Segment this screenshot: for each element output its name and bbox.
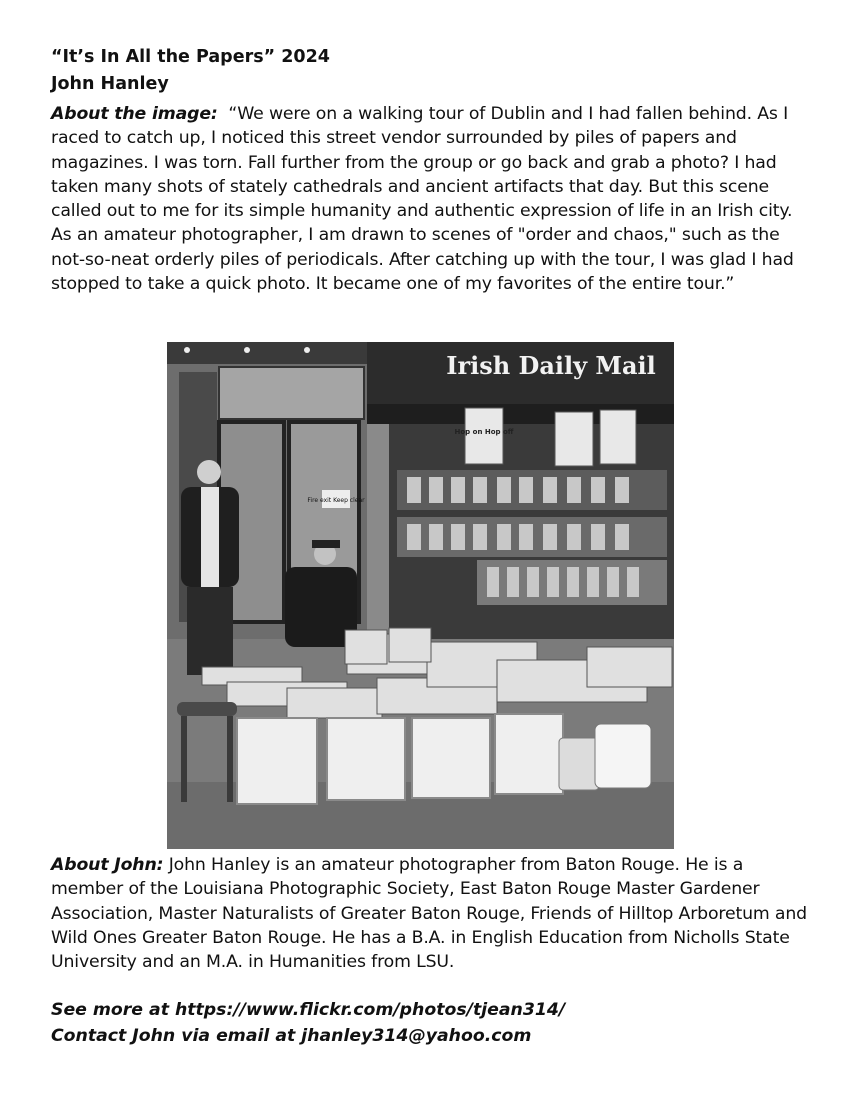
door-sign-text: Fire exit Keep clear [307, 497, 365, 504]
poster-text: Hop on Hop off [454, 428, 514, 436]
about-john-text: John Hanley is an amateur photographer from Baton Rouge. He is a member of the Louisiana Photographic Society, East Baton Rouge Master Gardener Association, Master Naturalists of Greater Baton Rouge, Friends of Hilltop Arboretum and Wild Ones Greater Baton Rouge. He has a B.A. in English Education from Nicholls State University and an M.A. in Humanities from LSU. [51, 855, 807, 973]
about-john-paragraph [51, 853, 811, 974]
about-image-text: “We were on a walking tour of Dublin and I had fallen behind. As I raced to catch up, I noticed this street vendor surrounded by piles of papers and magazines. I was torn. Fall further from the group or go back and grab a photo? I had taken many shots of stately cathedrals and ancient artifacts that day. But this scene called out to me for its simple humanity and authentic expression of life in an Irish city. As an amateur photographer, I am drawn to scenes of "order and chaos," such as the not-so-neat orderly piles of periodicals. After catching up with the tour, I was glad I had stopped to take a quick photo. It became one of my favorites of the entire tour.” [51, 104, 794, 295]
kiosk-sign-text: Irish Daily Mail [446, 351, 656, 380]
flickr-link[interactable]: See more at https://www.flickr.com/photos/tjean314/ [51, 1000, 566, 1020]
about-image-label: About the image: [51, 104, 218, 124]
author-name: John Hanley [51, 74, 169, 94]
about-image-paragraph [51, 102, 803, 296]
contact-links [51, 997, 811, 1049]
email-contact[interactable]: Contact John via email at jhanley314@yahoo.com [51, 1026, 532, 1046]
street-vendor-photo [167, 342, 674, 849]
document-page [51, 44, 803, 296]
about-john-label: About John: [51, 855, 164, 875]
document-title: “It’s In All the Papers” 2024 [51, 47, 330, 67]
